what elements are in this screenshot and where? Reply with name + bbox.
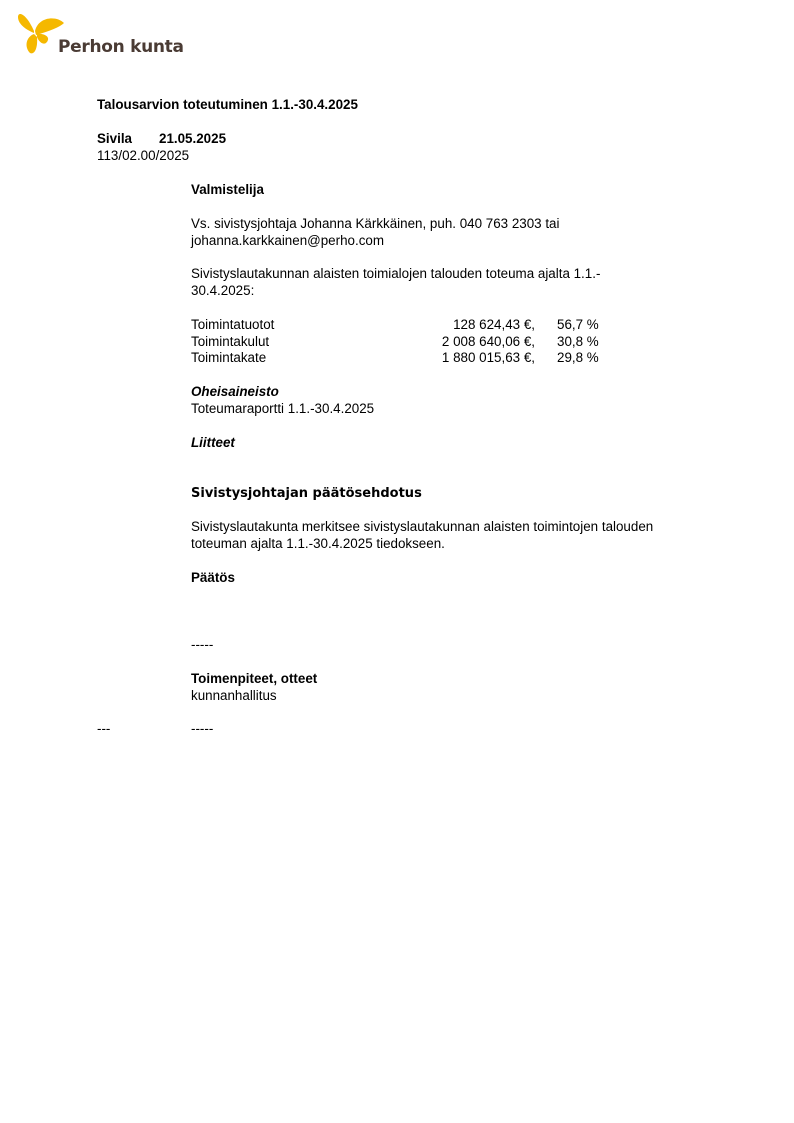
proposal-text-cont: toteuman ajalta 1.1.-30.4.2025 tiedokseen. (191, 536, 445, 551)
preparer-email: johanna.karkkainen@perho.com (191, 233, 384, 248)
proposal-text: Sivistyslautakunta merkitsee sivistyslautakunnan alaisten toimintojen talouden (191, 519, 654, 534)
finance-row (191, 350, 611, 366)
organization-logo (16, 9, 186, 57)
material-item: Toteumaraportti 1.1.-30.4.2025 (191, 401, 375, 416)
proposal-heading: Sivistysjohtajan päätösehdotus (191, 486, 422, 501)
intro-text: Sivistyslautakunnan alaisten toimialojen talouden toteuma ajalta 1.1.- (191, 266, 601, 281)
finance-label: Toimintatuotot (191, 317, 275, 332)
separator: ----- (191, 637, 214, 652)
finance-percent: 29,8 % (557, 350, 599, 365)
finance-amount: 1 880 015,63 €, (441, 350, 535, 365)
record-number: 113/02.00/2025 (97, 148, 190, 163)
finance-amount: 2 008 640,06 €, (441, 334, 535, 349)
finance-label: Toimintakate (191, 350, 267, 365)
finance-row (191, 334, 611, 350)
logo-text: Perhon kunta (58, 37, 184, 57)
finance-row (191, 317, 611, 333)
preparer-heading: Valmistelija (191, 182, 264, 197)
meeting-date: 21.05.2025 (159, 131, 227, 146)
finance-label: Toimintakulut (191, 334, 270, 349)
preparer-line: Vs. sivistysjohtaja Johanna Kärkkäinen, puh. 040 763 2303 tai (191, 216, 560, 231)
finance-amount: 128 624,43 €, (453, 317, 535, 332)
material-heading: Oheisaineisto (191, 384, 279, 399)
footer-separator-left: --- (97, 721, 111, 736)
finance-percent: 56,7 % (557, 317, 599, 332)
actions-item: kunnanhallitus (191, 688, 277, 703)
decision-heading: Päätös (191, 570, 235, 585)
meeting-body: Sivila (97, 131, 132, 146)
finance-percent: 30,8 % (557, 334, 599, 349)
intro-text-cont: 30.4.2025: (191, 283, 255, 298)
document-title: Talousarvion toteutuminen 1.1.-30.4.2025 (97, 97, 358, 112)
actions-heading: Toimenpiteet, otteet (191, 671, 318, 686)
footer-separator-right: ----- (191, 721, 214, 736)
attachments-heading: Liitteet (191, 435, 235, 450)
